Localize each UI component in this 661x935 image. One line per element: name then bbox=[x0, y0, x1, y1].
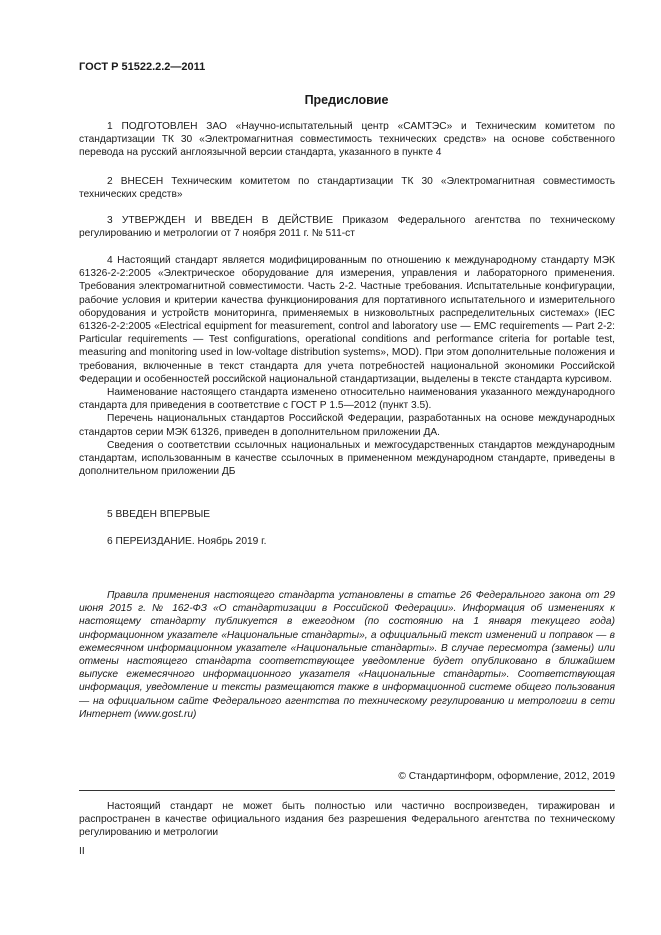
section-4 bbox=[79, 254, 615, 478]
page-number: II bbox=[79, 846, 85, 857]
standard-code-header: ГОСТ Р 51522.2.2—2011 bbox=[79, 61, 206, 73]
application-rules-notice bbox=[79, 589, 615, 721]
section-1 bbox=[79, 120, 615, 160]
section-2 bbox=[79, 175, 615, 201]
reproduction-notice bbox=[79, 800, 615, 840]
section-4-paragraph-3: Перечень национальных стандартов Российской Федерации, разработанных на основе международных стандартов серии МЭК 61326, приведен в дополнительном приложении ДА. bbox=[79, 413, 615, 438]
copyright-line: © Стандартинформ, оформление, 2012, 2019 bbox=[398, 771, 615, 782]
section-2-text: 2 ВНЕСЕН Техническим комитетом по стандартизации ТК 30 «Электромагнитная совместимость технических средств» bbox=[79, 176, 615, 201]
section-3-text: 3 УТВЕРЖДЕН И ВВЕДЕН В ДЕЙСТВИЕ Приказом Федерального агентства по техническому регулированию и метрологии от 7 ноября 2011 г. № 511-ст bbox=[79, 215, 615, 240]
section-1-text: 1 ПОДГОТОВЛЕН ЗАО «Научно-испытательный центр «САМТЭС» и Техническим комитетом по стандартизации ТК 30 «Электромагнитная совместимость технических средств» на основе собственного перевода на русский англоязычной версии стандарта, указанного в пункте 4 bbox=[79, 121, 615, 159]
section-5 bbox=[79, 508, 615, 521]
section-3 bbox=[79, 214, 615, 240]
section-4-paragraph-4: Сведения о соответствии ссылочных национальных и межгосударственных стандартов международным стандартам, использованным в качестве ссылочных в примененном международном стандарте, приведены в дополнительном приложении ДБ bbox=[79, 439, 615, 478]
section-5-text: 5 ВВЕДЕН ВПЕРВЫЕ bbox=[107, 509, 211, 520]
section-4-paragraph-2: Наименование настоящего стандарта изменено относительно наименования указанного международного стандарта для приведения в соответствие с ГОСТ Р 1.5—2012 (пункт 3.5). bbox=[79, 387, 615, 412]
section-4-paragraph-1: 4 Настоящий стандарт является модифицированным по отношению к международному стандарту МЭК 61326-2-2:2005 «Электрическое оборудование для измерения, управления и лабораторного применения. Требования электромагнитной совместимости. Часть 2-2. Частные требования. Испытательные конфигурации, рабочие условия и критерии качества функционирования для портативного испытательного и измерительного оборудования и устройств мониторинга, применяемых в низковольтных распределительных системах» (IEC 61326-2-2:2005 «Electrical equipment for measurement, control and laboratory use — EMC requirements — Part 2-2: Particular requirements — Test configurations, operational conditions and performance criteria for portable test, measuring and monitoring used in low-voltage distribution systems», MOD). При этом дополнительные положения и требования, включенные в текст стандарта для учета потребностей национальной экономики Российской Федерации и особенностей российской национальной стандартизации, выделены в тексте стандарта курсивом. bbox=[79, 255, 615, 385]
reproduction-notice-text: Настоящий стандарт не может быть полностью или частично воспроизведен, тиражирован и распространен в качестве официального издания без разрешения Федерального агентства по техническому регулированию и метрологии bbox=[79, 801, 615, 839]
application-rules-text: Правила применения настоящего стандарта установлены в статье 26 Федерального закона от 29 июня 2015 г. № 162-ФЗ «О стандартизации в Российской Федерации». Информация об изменениях к настоящему стандарту публикуется в ежегодном (по состоянию на 1 января текущего года) информационном указателе «Национальные стандарты», а официальный текст изменений и поправок — в ежемесячном информационном указателе «Национальные стандарты». В случае пересмотра (замены) или отмены настоящего стандарта соответствующее уведомление будет опубликовано в ближайшем выпуске ежемесячного информационного указателя «Национальные стандарты». Соответствующая информация, уведомление и тексты размещаются также в информационной системе общего пользования — на официальном сайте Федерального агентства по техническому регулированию и метрологии в сети Интернет (www.gost.ru) bbox=[79, 590, 615, 720]
section-6 bbox=[79, 535, 615, 548]
section-6-text: 6 ПЕРЕИЗДАНИЕ. Ноябрь 2019 г. bbox=[107, 536, 267, 547]
page-title: Предисловие bbox=[304, 93, 389, 107]
divider bbox=[79, 790, 615, 791]
